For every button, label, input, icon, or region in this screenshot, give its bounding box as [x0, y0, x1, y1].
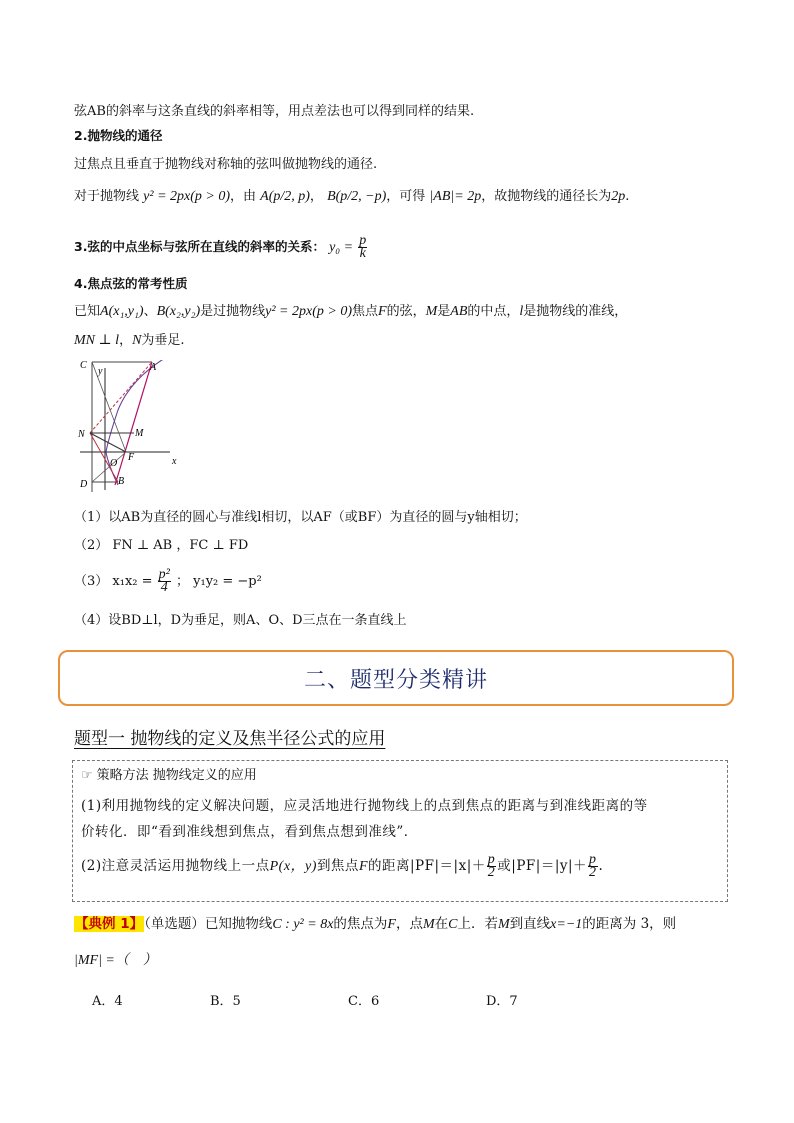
- latus-rectum-derivation: 对于抛物线 y² = 2px(p > 0)，由 A(p/2, p)， B(p/2, −p)，可得 |AB|= 2p，故抛物线的通径长为2p.: [74, 189, 630, 204]
- label-D: D: [80, 479, 88, 490]
- label-O: O: [110, 458, 118, 469]
- intro-line: 弦AB的斜率与这条直线的斜率相等，用点差法也可以得到同样的结果.: [74, 104, 475, 119]
- fraction-p-over-k: $\frac{p}{k}$: [359, 233, 367, 261]
- parabola-focal-chord-figure: [70, 360, 190, 495]
- midpoint-slope-relation: 3.弦的中点坐标与弦所在直线的斜率的关系： y₀ = $\frac{p}{k}$: [74, 233, 367, 261]
- example-1-stem: 【典例 1】（单选题）已知抛物线C : y² = 8x的焦点为F，点M在C上．若M到直线x=−1的距离为 3，则: [75, 916, 677, 932]
- property-2: （2） FN ⊥ AB ，FC ⊥ FD: [74, 538, 249, 553]
- option-A[interactable]: A．4: [92, 994, 123, 1009]
- option-D[interactable]: D．7: [486, 994, 518, 1009]
- label-F: F: [128, 452, 135, 463]
- pointing-hand-icon: ☞: [81, 768, 93, 783]
- question-type-title: 题型一 抛物线的定义及焦半径公式的应用: [74, 729, 386, 749]
- heading-latus-rectum: 2.抛物线的通径: [74, 128, 163, 143]
- label-y: y: [98, 366, 103, 377]
- strategy-box: [72, 760, 728, 902]
- latus-rectum-definition: 过焦点且垂直于抛物线对称轴的弦叫做抛物线的通径.: [74, 157, 378, 172]
- label-B: B: [118, 476, 125, 487]
- focal-chord-setup-line1: 已知A(x₁,y₁)、B(x₂,y₂)是过抛物线y² = 2px(p > 0)焦点F的弦，M是AB的中点，l是抛物线的准线，: [74, 304, 628, 319]
- strategy-point-2: (2)注意灵活运用抛物线上一点P(x，y)到焦点F的距离|PF|＝|x|＋ $\frac{p}{2}$ 或|PF|＝|y|＋ $\frac{p}{2}$ .: [81, 852, 604, 880]
- section-banner: [58, 650, 734, 706]
- fraction-p2-over-4: $\frac{\text{p²}}{4}$: [158, 567, 170, 595]
- example-tag: 【典例 1】: [75, 916, 144, 932]
- section-title: 二、题型分类精讲: [303, 667, 488, 693]
- property-3: （3） x₁x₂ = $\frac{\text{p²}}{4}$ ； y₁y₂ = −p²: [74, 567, 262, 595]
- label-A: A: [150, 362, 157, 373]
- heading-focal-chord: 4.焦点弦的常考性质: [74, 276, 188, 291]
- option-B[interactable]: B．5: [210, 994, 241, 1009]
- focal-chord-setup-line2: MN ⊥ l，N为垂足.: [74, 333, 185, 348]
- label-M: M: [135, 428, 144, 439]
- strategy-header: ☞ 策略方法 抛物线定义的应用: [81, 765, 719, 787]
- label-x: x: [172, 456, 177, 467]
- property-4: （4）设BD⊥l，D为垂足，则A、O、D三点在一条直线上: [74, 613, 407, 628]
- strategy-point-1: (1)利用抛物线的定义解决问题，应灵活地进行抛物线上的点到焦点的距离与到准线距离的等 价转化．即“看到准线想到焦点，看到焦点想到准线”．: [81, 798, 648, 840]
- option-C[interactable]: C．6: [348, 994, 380, 1009]
- property-1: （1）以AB为直径的圆心与准线l相切，以AF（或BF）为直径的圆与y轴相切；: [74, 510, 527, 525]
- label-C: C: [80, 360, 87, 371]
- label-N: N: [78, 429, 85, 440]
- example-1-stem-line2: |MF| =（ ）: [74, 953, 157, 968]
- chord-AB: [115, 362, 152, 485]
